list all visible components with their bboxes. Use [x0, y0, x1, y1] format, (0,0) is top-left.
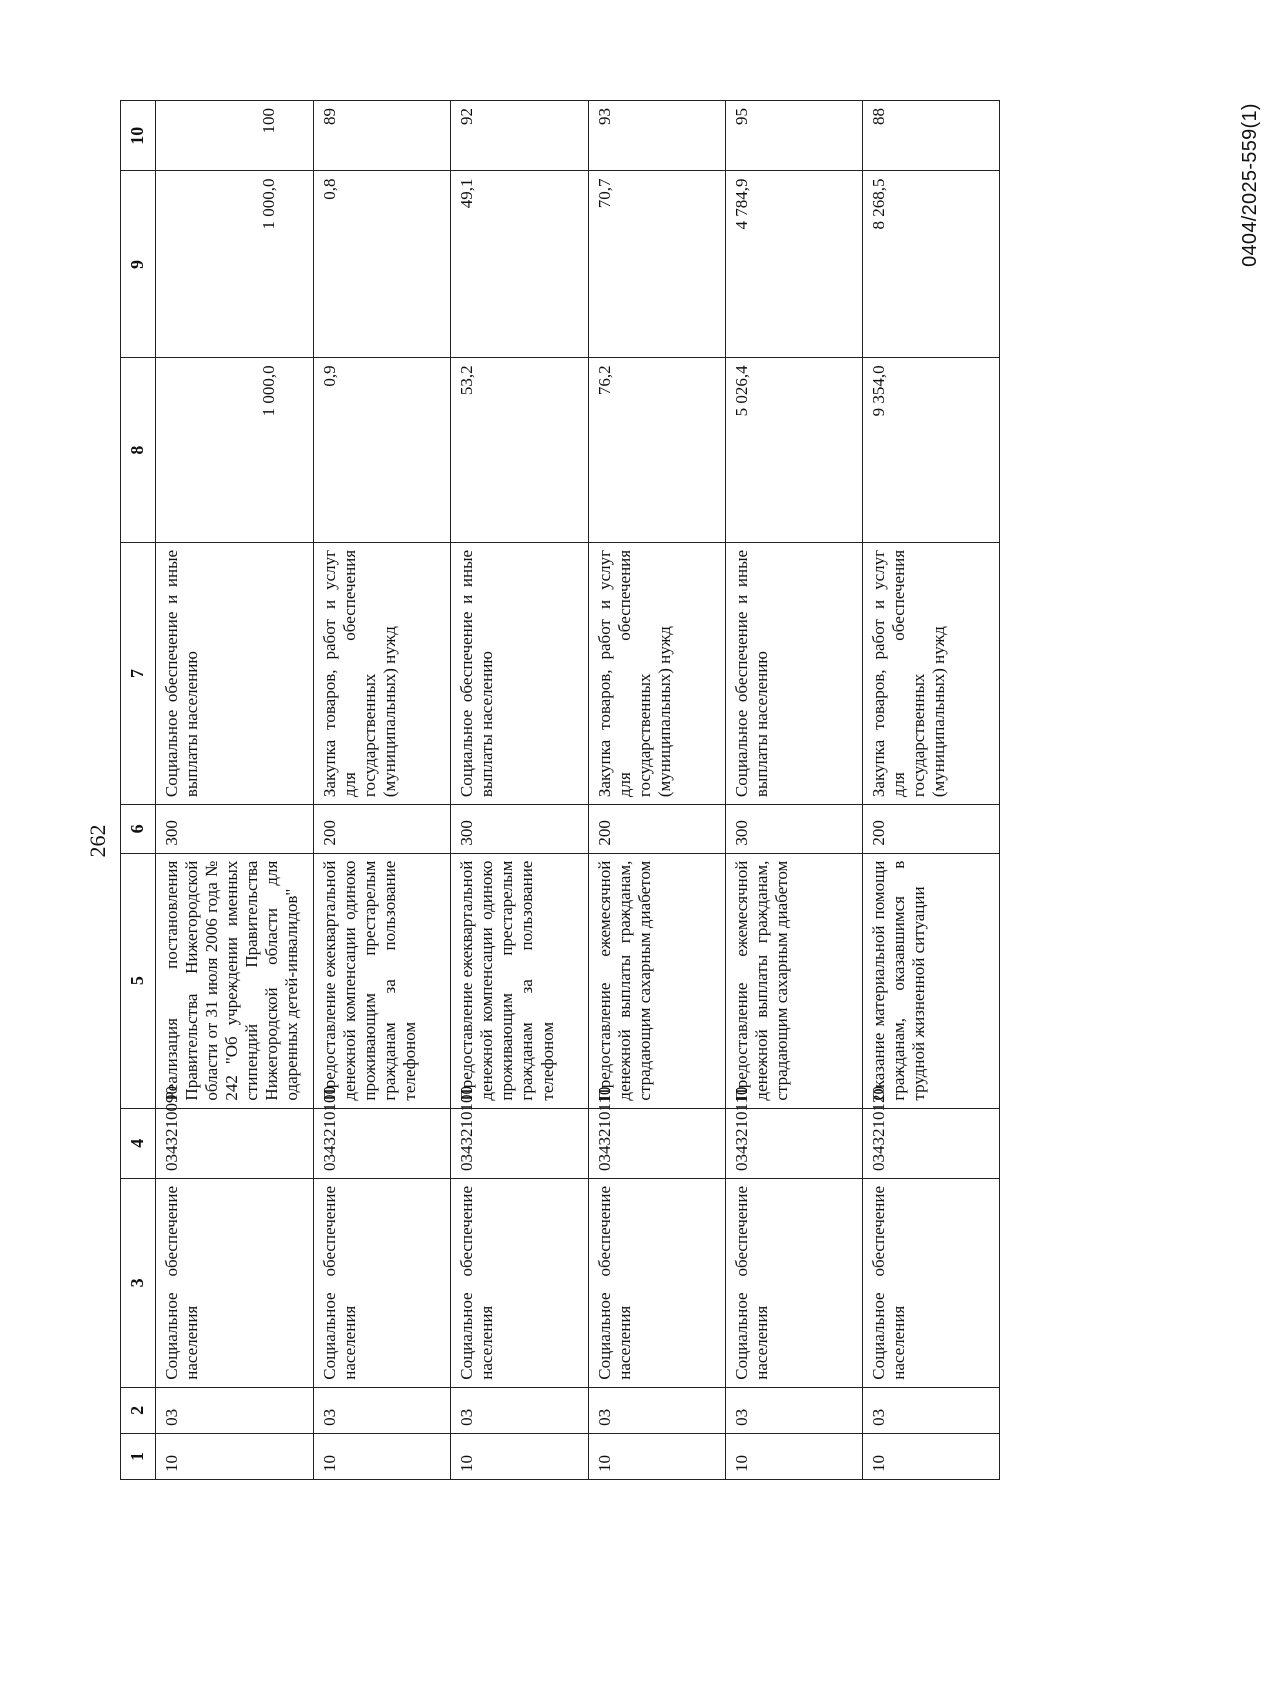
subsection-name: Социальное обеспечение населения	[156, 1178, 314, 1387]
executed-amount: 70,7	[588, 171, 725, 358]
executed-amount: 4 784,9	[725, 171, 862, 358]
expense-type-name: Закупка товаров, работ и услуг для обеспечения государственных (муниципальных) нужд	[588, 542, 725, 804]
expense-type-name: Социальное обеспечение и иные выплаты населению	[156, 542, 314, 804]
expense-type-name: Социальное обеспечение и иные выплаты населению	[451, 542, 588, 804]
subsection-code: 03	[314, 1387, 451, 1433]
budget-table	[120, 100, 1000, 1480]
subsection-code: 03	[725, 1387, 862, 1433]
target-item-code: 0343210100	[314, 1108, 451, 1178]
column-header: 10	[121, 101, 156, 171]
subsection-name: Социальное обеспечение населения	[588, 1178, 725, 1387]
subsection-code: 03	[588, 1387, 725, 1433]
column-header: 9	[121, 171, 156, 358]
budget-table-frame	[120, 100, 1000, 1480]
subsection-code: 03	[451, 1387, 588, 1433]
subsection-name: Социальное обеспечение населения	[862, 1178, 999, 1387]
execution-percent: 100	[156, 101, 314, 171]
planned-amount: 1 000,0	[156, 358, 314, 543]
expense-type-code: 200	[862, 805, 999, 854]
target-item-name: Реализация постановления Правительства Нижегородской области от 31 июля 2006 года № 242 "Об учреждении именных стипендий Правительства Нижегородской области для одаренных детей-инвалидов"	[156, 853, 314, 1108]
subsection-name: Социальное обеспечение населения	[314, 1178, 451, 1387]
section-code: 10	[862, 1433, 999, 1479]
table-row	[725, 101, 862, 1480]
target-item-code: 0343210110	[588, 1108, 725, 1178]
execution-percent: 93	[588, 101, 725, 171]
column-header: 3	[121, 1178, 156, 1387]
column-header: 2	[121, 1387, 156, 1433]
subsection-name: Социальное обеспечение населения	[451, 1178, 588, 1387]
subsection-name: Социальное обеспечение населения	[725, 1178, 862, 1387]
execution-percent: 92	[451, 101, 588, 171]
expense-type-code: 300	[725, 805, 862, 854]
execution-percent: 89	[314, 101, 451, 171]
column-header: 5	[121, 853, 156, 1108]
execution-percent: 88	[862, 101, 999, 171]
executed-amount: 1 000,0	[156, 171, 314, 358]
expense-type-code: 300	[451, 805, 588, 854]
expense-type-code: 300	[156, 805, 314, 854]
page-number: 262	[85, 824, 110, 858]
planned-amount: 5 026,4	[725, 358, 862, 543]
expense-type-name: Социальное обеспечение и иные выплаты населению	[725, 542, 862, 804]
section-code: 10	[588, 1433, 725, 1479]
column-header: 6	[121, 805, 156, 854]
table-row	[862, 101, 999, 1480]
planned-amount: 76,2	[588, 358, 725, 543]
target-item-code: 0343210100	[451, 1108, 588, 1178]
target-item-code: 0343210110	[725, 1108, 862, 1178]
executed-amount: 49,1	[451, 171, 588, 358]
planned-amount: 0,9	[314, 358, 451, 543]
table-row	[451, 101, 588, 1480]
target-item-name: Предоставление ежемесячной денежной выплаты гражданам, страдающим сахарным диабетом	[725, 853, 862, 1108]
document-code: 0404/2025-559(1)	[1239, 103, 1261, 267]
target-item-code: 0343210120	[862, 1108, 999, 1178]
table-row	[156, 101, 314, 1480]
planned-amount: 9 354,0	[862, 358, 999, 543]
section-code: 10	[314, 1433, 451, 1479]
expense-type-name: Закупка товаров, работ и услуг для обеспечения государственных (муниципальных) нужд	[862, 542, 999, 804]
subsection-code: 03	[862, 1387, 999, 1433]
target-item-name: Предоставление ежемесячной денежной выплаты гражданам, страдающим сахарным диабетом	[588, 853, 725, 1108]
column-header: 8	[121, 358, 156, 543]
execution-percent: 95	[725, 101, 862, 171]
target-item-code: 0343210090	[156, 1108, 314, 1178]
column-header: 4	[121, 1108, 156, 1178]
table-row	[314, 101, 451, 1480]
expense-type-code: 200	[314, 805, 451, 854]
target-item-name: Оказание материальной помощи гражданам, оказавшимся в трудной жизненной ситуации	[862, 853, 999, 1108]
table-row	[588, 101, 725, 1480]
expense-type-name: Закупка товаров, работ и услуг для обеспечения государственных (муниципальных) нужд	[314, 542, 451, 804]
section-code: 10	[725, 1433, 862, 1479]
expense-type-code: 200	[588, 805, 725, 854]
section-code: 10	[451, 1433, 588, 1479]
section-code: 10	[156, 1433, 314, 1479]
column-header: 7	[121, 542, 156, 804]
target-item-name: Предоставление ежеквартальной денежной компенсации одиноко проживающим престарелым гражданам за пользование телефоном	[451, 853, 588, 1108]
target-item-name: Предоставление ежеквартальной денежной компенсации одиноко проживающим престарелым гражданам за пользование телефоном	[314, 853, 451, 1108]
planned-amount: 53,2	[451, 358, 588, 543]
column-header: 1	[121, 1433, 156, 1479]
subsection-code: 03	[156, 1387, 314, 1433]
executed-amount: 0,8	[314, 171, 451, 358]
table-header-row	[121, 101, 156, 1480]
executed-amount: 8 268,5	[862, 171, 999, 358]
